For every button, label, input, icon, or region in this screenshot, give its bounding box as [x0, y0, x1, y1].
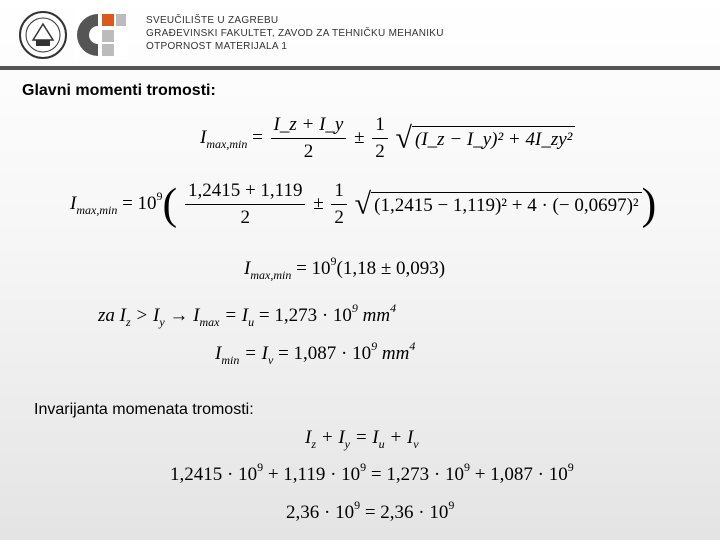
section-title-principal-moments: Glavni momenti tromosti:: [22, 82, 216, 99]
formula-invariant-values: $1,2415 \cdot 10^9 + 1,119 \cdot 10^9 = 1,273 \cdot 10^9 + 1,087 \cdot 10^9$: [170, 460, 574, 485]
formula-general: $I_{max,min}$ = $\frac{I\_z + I\_y}{2}$ ± $\frac{1}{2}$ √ (I_z − I_y)² + 4I_zy²: [200, 114, 575, 163]
header-rule: [0, 66, 720, 70]
formula-invariant: $I_z + I_y = I_u + I_v$: [305, 427, 419, 451]
formula-imin: $I_{min} = I_v = 1,087 \cdot 10^9$ $mm^4$: [215, 339, 416, 367]
header-university: SVEUČILIŠTE U ZAGREBU: [146, 15, 279, 26]
university-seal-logo: [18, 10, 68, 60]
section-title-invariant: Invarijanta momenata tromosti:: [34, 401, 254, 418]
header-course: OTPORNOST MATERIJALA 1: [146, 41, 288, 52]
header-faculty: GRAĐEVINSKI FAKULTET, ZAVOD ZA TEHNIČKU MEHANIKU: [146, 28, 444, 39]
formula-invariant-check: $2,36 \cdot 10^9 = 2,36 \cdot 10^9$: [286, 498, 455, 523]
formula-substituted: $I_{max,min} = 10^9$( $\frac{1,2415 + 1,119}{2}$ ± $\frac{1}{2}$ √ (1,2415 − 1,119)² + 4 · (− 0,0697)²): [70, 179, 657, 229]
formula-simplified: $I_{max,min} = 10^9(1,18 \pm 0,093)$: [244, 254, 446, 282]
formula-imax: za $I_z > I_y \to I_{max} = I_u = 1,273 \cdot 10^9$ $mm^4$: [98, 301, 397, 329]
faculty-logo: [74, 10, 128, 60]
